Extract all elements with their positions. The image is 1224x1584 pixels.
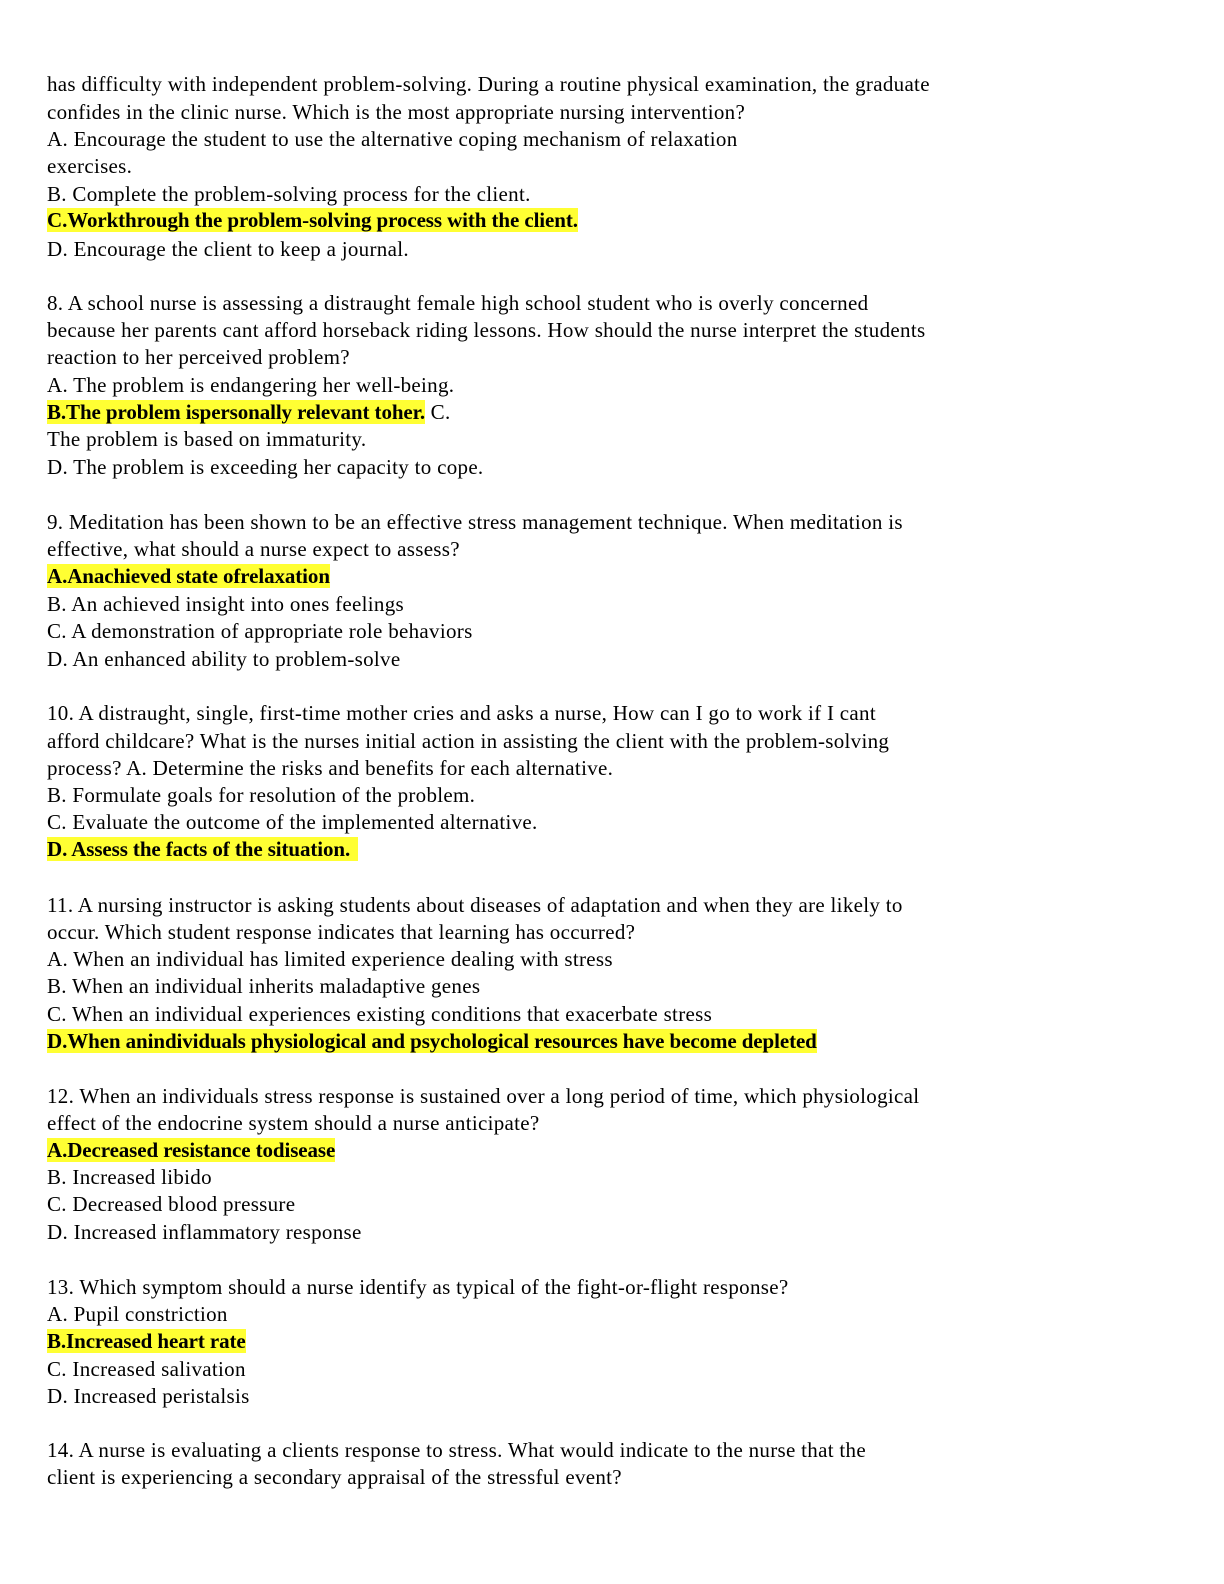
question-12-stem-line: 12. When an individuals stress response is sustained over a long period of time, which physiological <box>47 1084 920 1108</box>
question-9-option-b: B. An achieved insight into ones feelings <box>47 592 404 616</box>
question-12-option-d: D. Increased inflammatory response <box>47 1220 362 1244</box>
question-10-option-b: B. Formulate goals for resolution of the problem. <box>47 783 476 807</box>
question-8-option-d: D. The problem is exceeding her capacity to cope. <box>47 455 484 479</box>
question-13-option-a: A. Pupil constriction <box>47 1302 228 1326</box>
question-9-option-d: D. An enhanced ability to problem-solve <box>47 647 401 671</box>
question-14-stem-line: client is experiencing a secondary appraisal of the stressful event? <box>47 1465 622 1489</box>
question-10-option-c: C. Evaluate the outcome of the implemented alternative. <box>47 810 538 834</box>
question-7-option-a: A. Encourage the student to use the alternative coping mechanism of relaxation <box>47 127 738 151</box>
question-10-stem-line: 10. A distraught, single, first-time mother cries and asks a nurse, How can I go to work if I cant <box>47 701 876 725</box>
question-9-stem-line: 9. Meditation has been shown to be an effective stress management technique. When meditation is <box>47 510 903 534</box>
question-10-option-d-answer: D. Assess the facts of the situation. <box>47 837 358 861</box>
question-11-stem-line: 11. A nursing instructor is asking students about diseases of adaptation and when they are likely to <box>47 893 903 917</box>
question-7-stem-line: has difficulty with independent problem-solving. During a routine physical examination, the graduate <box>47 72 930 96</box>
question-8-stem-line: 8. A school nurse is assessing a distraught female high school student who is overly concerned <box>47 291 869 315</box>
question-11-option-b: B. When an individual inherits maladaptive genes <box>47 974 481 998</box>
question-8-option-c-label: C. <box>425 400 451 424</box>
question-9-option-a-answer: A.Anachieved state ofrelaxation <box>47 564 330 588</box>
question-11-option-c: C. When an individual experiences existing conditions that exacerbate stress <box>47 1002 713 1026</box>
question-12-option-a-answer: A.Decreased resistance todisease <box>47 1138 336 1162</box>
question-8-stem-line: because her parents cant afford horseback riding lessons. How should the nurse interpret the students <box>47 318 926 342</box>
question-8-option-a: A. The problem is endangering her well-being. <box>47 373 455 397</box>
question-11-option-a: A. When an individual has limited experience dealing with stress <box>47 947 613 971</box>
question-7-option-d: D. Encourage the client to keep a journal. <box>47 237 409 261</box>
question-9-stem-line: effective, what should a nurse expect to assess? <box>47 537 460 561</box>
question-13-option-d: D. Increased peristalsis <box>47 1384 250 1408</box>
question-7-option-a-continued: exercises. <box>47 154 133 178</box>
question-8-option-c: The problem is based on immaturity. <box>47 427 367 451</box>
question-12-stem-line: effect of the endocrine system should a nurse anticipate? <box>47 1111 540 1135</box>
question-7-option-c-answer: C.Workthrough the problem-solving process with the client. <box>47 208 578 232</box>
question-10-stem-line: process? A. Determine the risks and benefits for each alternative. <box>47 756 614 780</box>
question-13-option-c: C. Increased salivation <box>47 1357 246 1381</box>
question-12-option-b: B. Increased libido <box>47 1165 212 1189</box>
question-7-stem-line: confides in the clinic nurse. Which is the most appropriate nursing intervention? <box>47 100 746 124</box>
question-14-stem-line: 14. A nurse is evaluating a clients response to stress. What would indicate to the nurse that the <box>47 1438 866 1462</box>
question-8-stem-line: reaction to her perceived problem? <box>47 345 350 369</box>
question-7-option-b: B. Complete the problem-solving process for the client. <box>47 182 531 206</box>
question-11-option-d-answer: D.When anindividuals physiological and psychological resources have become depleted <box>47 1029 817 1053</box>
question-9-option-c: C. A demonstration of appropriate role behaviors <box>47 619 473 643</box>
question-11-stem-line: occur. Which student response indicates that learning has occurred? <box>47 920 636 944</box>
question-8-option-b-answer: B.The problem ispersonally relevant toher. <box>47 400 426 424</box>
question-12-option-c: C. Decreased blood pressure <box>47 1192 296 1216</box>
question-13-option-b-answer: B.Increased heart rate <box>47 1329 246 1353</box>
question-13-stem: 13. Which symptom should a nurse identify as typical of the fight-or-flight response? <box>47 1275 789 1299</box>
question-10-stem-line: afford childcare? What is the nurses initial action in assisting the client with the problem-solving <box>47 729 890 753</box>
